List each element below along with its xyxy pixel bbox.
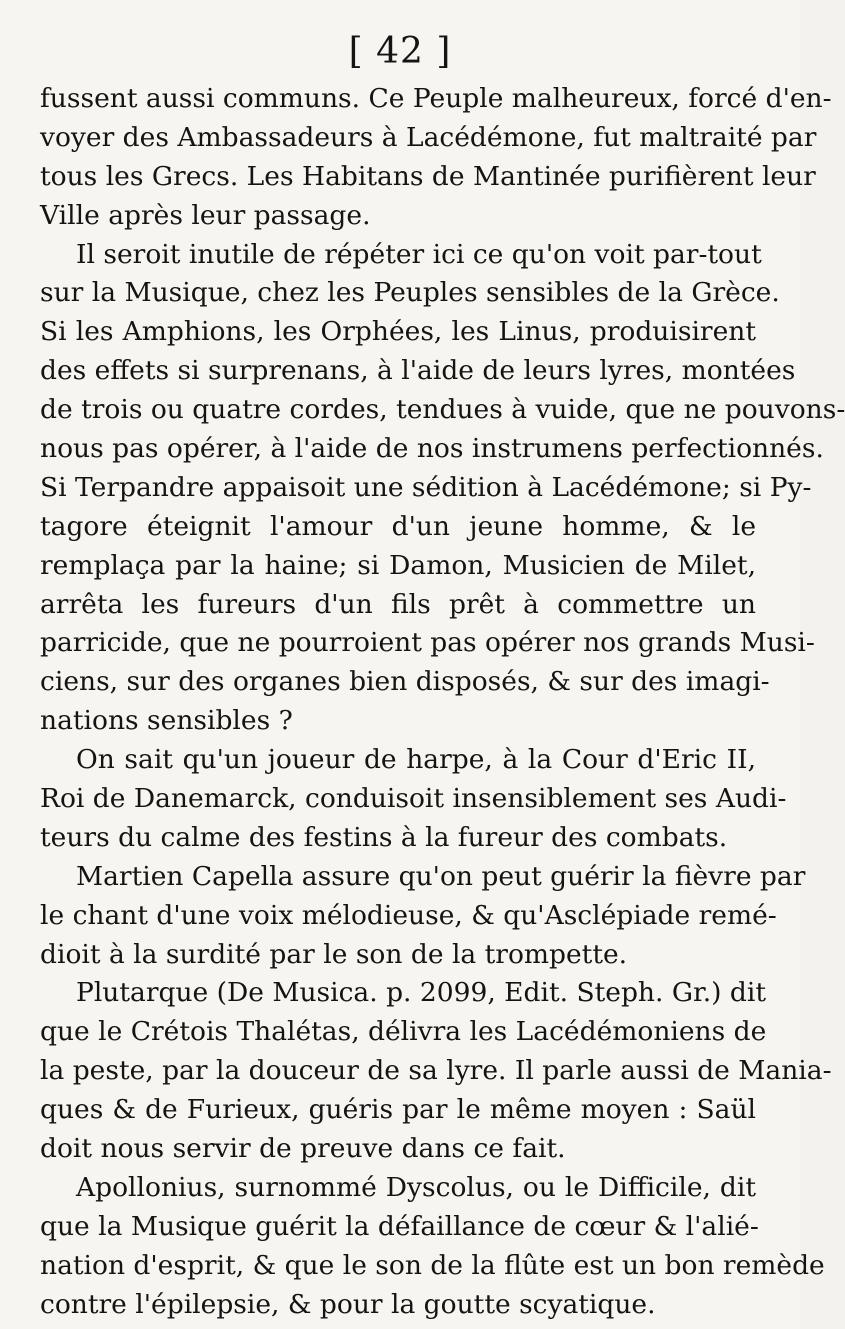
text-line: Plutarque (De Musica. p. 2099, Edit. Steph. Gr.) dit — [76, 977, 767, 1009]
text-line: tous les Grecs. Les Habitans de Mantinée purifièrent leur — [40, 160, 816, 192]
text-line: teurs du calme des festins à la fureur des combats. — [40, 821, 728, 853]
text-line: parricide, que ne pourroient pas opérer nos grands Musi- — [40, 627, 815, 659]
text-line: nations sensibles ? — [40, 705, 293, 737]
text-line: nation d'esprit, & que le son de la flûte est un bon remède — [40, 1249, 825, 1281]
text-line: voyer des Ambassadeurs à Lacédémone, fut maltraité par — [40, 121, 817, 153]
text-line: dioit à la surdité par le son de la trompette. — [40, 938, 628, 970]
text-line: Si les Amphions, les Orphées, les Linus, produisirent — [40, 316, 756, 348]
text-line: fussent aussi communs. Ce Peuple malheureux, forcé d'en- — [40, 83, 832, 114]
page-body-text — [40, 80, 845, 1325]
text-line: Apollonius, surnommé Dyscolus, ou le Difficile, dit — [76, 1171, 756, 1203]
text-line: tagore éteignit l'amour d'un jeune homme, & le — [40, 510, 756, 542]
text-line: nous pas opérer, à l'aide de nos instrumens perfectionnés. — [40, 433, 824, 465]
text-line: On sait qu'un joueur de harpe, à la Cour d'Eric II, — [76, 744, 756, 776]
text-line: doit nous servir de preuve dans ce fait. — [40, 1133, 566, 1165]
page-number-header: [ 42 ] — [348, 31, 452, 72]
text-line: Ville après leur passage. — [40, 199, 371, 231]
text-line: ciens, sur des organes bien disposés, & sur des imagi- — [40, 666, 770, 698]
text-line: Il seroit inutile de répéter ici ce qu'on voit par-tout — [76, 238, 762, 270]
text-line: arrêta les fureurs d'un fils prêt à commettre un — [40, 588, 756, 620]
text-line: des effets si surprenans, à l'aide de leurs lyres, montées — [40, 355, 796, 387]
text-line: Roi de Danemarck, conduisoit insensiblement ses Audi- — [40, 783, 787, 815]
text-line: ques & de Furieux, guéris par le même moyen : Saül — [40, 1094, 756, 1126]
text-line: contre l'épilepsie, & pour la goutte scyatique. — [40, 1288, 656, 1320]
text-line: le chant d'une voix mélodieuse, & qu'Asclépiade remé- — [40, 899, 777, 931]
text-line: Si Terpandre appaisoit une sédition à Lacédémone; si Py- — [40, 471, 812, 503]
text-line: que le Crétois Thalétas, délivra les Lacédémoniens de — [40, 1016, 767, 1048]
text-line: Martien Capella assure qu'on peut guérir la fièvre par — [76, 860, 806, 892]
text-line: sur la Musique, chez les Peuples sensibles de la Grèce. — [40, 277, 780, 309]
text-line: de trois ou quatre cordes, tendues à vuide, que ne pouvons- — [40, 394, 845, 426]
text-line: que la Musique guérit la défaillance de cœur & l'alié- — [40, 1210, 759, 1242]
text-line: remplaça par la haine; si Damon, Musicien de Milet, — [40, 549, 756, 581]
text-line: la peste, par la douceur de sa lyre. Il parle aussi de Mania- — [40, 1055, 832, 1087]
